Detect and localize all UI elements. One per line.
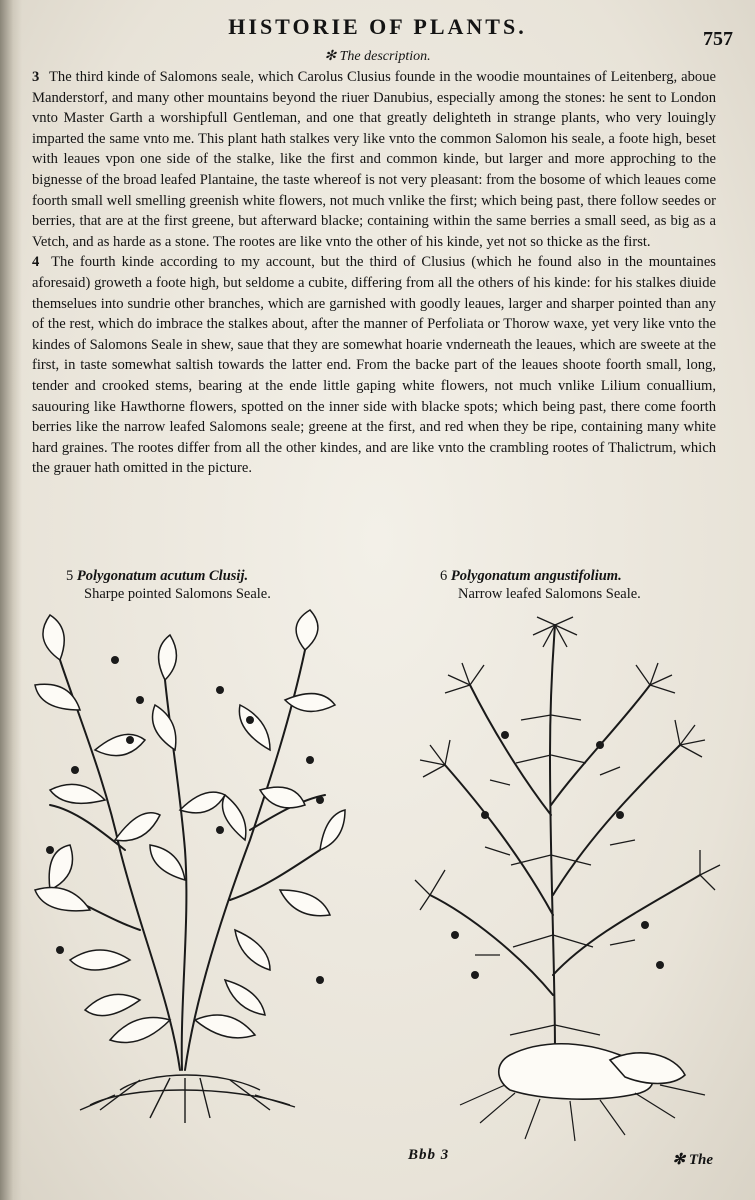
section-heading: ✻ The description. [324, 49, 431, 64]
gutter-shadow [0, 0, 22, 1200]
catchword: ✻ The [672, 1152, 713, 1168]
woodcut-narrow-leafed-salomons-seale [410, 615, 730, 1145]
figure-english-name: Narrow leafed Salomons Seale. [458, 586, 641, 602]
figure-latin-name: Polygonatum angustifolium. [450, 568, 622, 584]
paragraph-text: The fourth kinde according to my account, but the third of Clusius (which he found also in the mountaines aforesaid) groweth a foote high, but seldome a cubite, differing from all the others of his kinde: for his stalkes diuide themselues into sundrie other branches, which are garnished with goodly leaues, larger and sharper pointed than any of the rest, which do imbrace the stalkes about, after the manner of Perfoliata or Thorow waxe, yet very like vnto the kindes of Salomons Seale in shew, saue that they are somewhat hoarie vnderneath the leaues, which are sweete at the first, in taste somewhat saltish towards the latter end. From the backe part of the leaues shoote foorth small, long, tender and crooked stems, bearing at the ende little gaping white flowers, not much vnlike Lilium conuallium, sauouring like Hawthorne flowers, spotted on the inner side with blacke spots; which being past, there come foorth berries like the narrow leafed Salomons seale; greene at the first, and red when they be ripe, containing many white hard graines. The rootes differ from all the other kindes, and are like vnto the crambling rootes of Thalictrum, which the grauer hath omitted in the picture. [32, 254, 716, 477]
figure-english-name: Sharpe pointed Salomons Seale. [84, 586, 271, 602]
figure-latin-name: Polygonatum acutum Clusij. [76, 568, 249, 584]
figure-number: 5 [66, 568, 74, 584]
figure-5-caption [66, 567, 271, 603]
body-text [32, 67, 716, 479]
paragraph-text: The third kinde of Salomons seale, which Carolus Clusius founde in the woodie mountaines of Leitenberg, aboue Manderstorf, and many other mountains beyond the riuer Danubius, especially among the stones: he sent to London vnto Master Garth a worshipfull Gentleman, and one that greatly delighteth in strange plants, who very louingly imparted the same vnto me. This plant hath stalkes very like vnto the common Salomon his seale, a foote high, beset with leaues vpon one side of the stalke, like the first and common kinde, but larger and more approching to the bignesse of the broad leafed Plantaine, the taste whereof is not very pleasant: from the bosome of which leaues come foorth small well smelling greenish white flowers, not much vnlike the first; which being past, there follow seedes or berries, that are at the first greene, but afterward blacke; containing within the same berries a small seed, as big as a Vetch, and as harde as a stone. The rootes are like vnto the other of his kinde, yet not so thicke as the first. [32, 69, 716, 250]
figure-6-caption [440, 567, 641, 603]
paragraph-4 [32, 252, 716, 479]
paragraph-3 [32, 67, 716, 252]
signature-mark: Bbb 3 [408, 1147, 450, 1163]
running-title: HISTORIE OF PLANTS. [228, 14, 527, 39]
page-number: 757 [703, 28, 733, 50]
woodcut-sharpe-pointed-salomons-seale [20, 600, 350, 1130]
paragraph-number: 4 [32, 254, 40, 271]
paragraph-number: 3 [32, 69, 40, 85]
figure-number: 6 [440, 568, 448, 584]
